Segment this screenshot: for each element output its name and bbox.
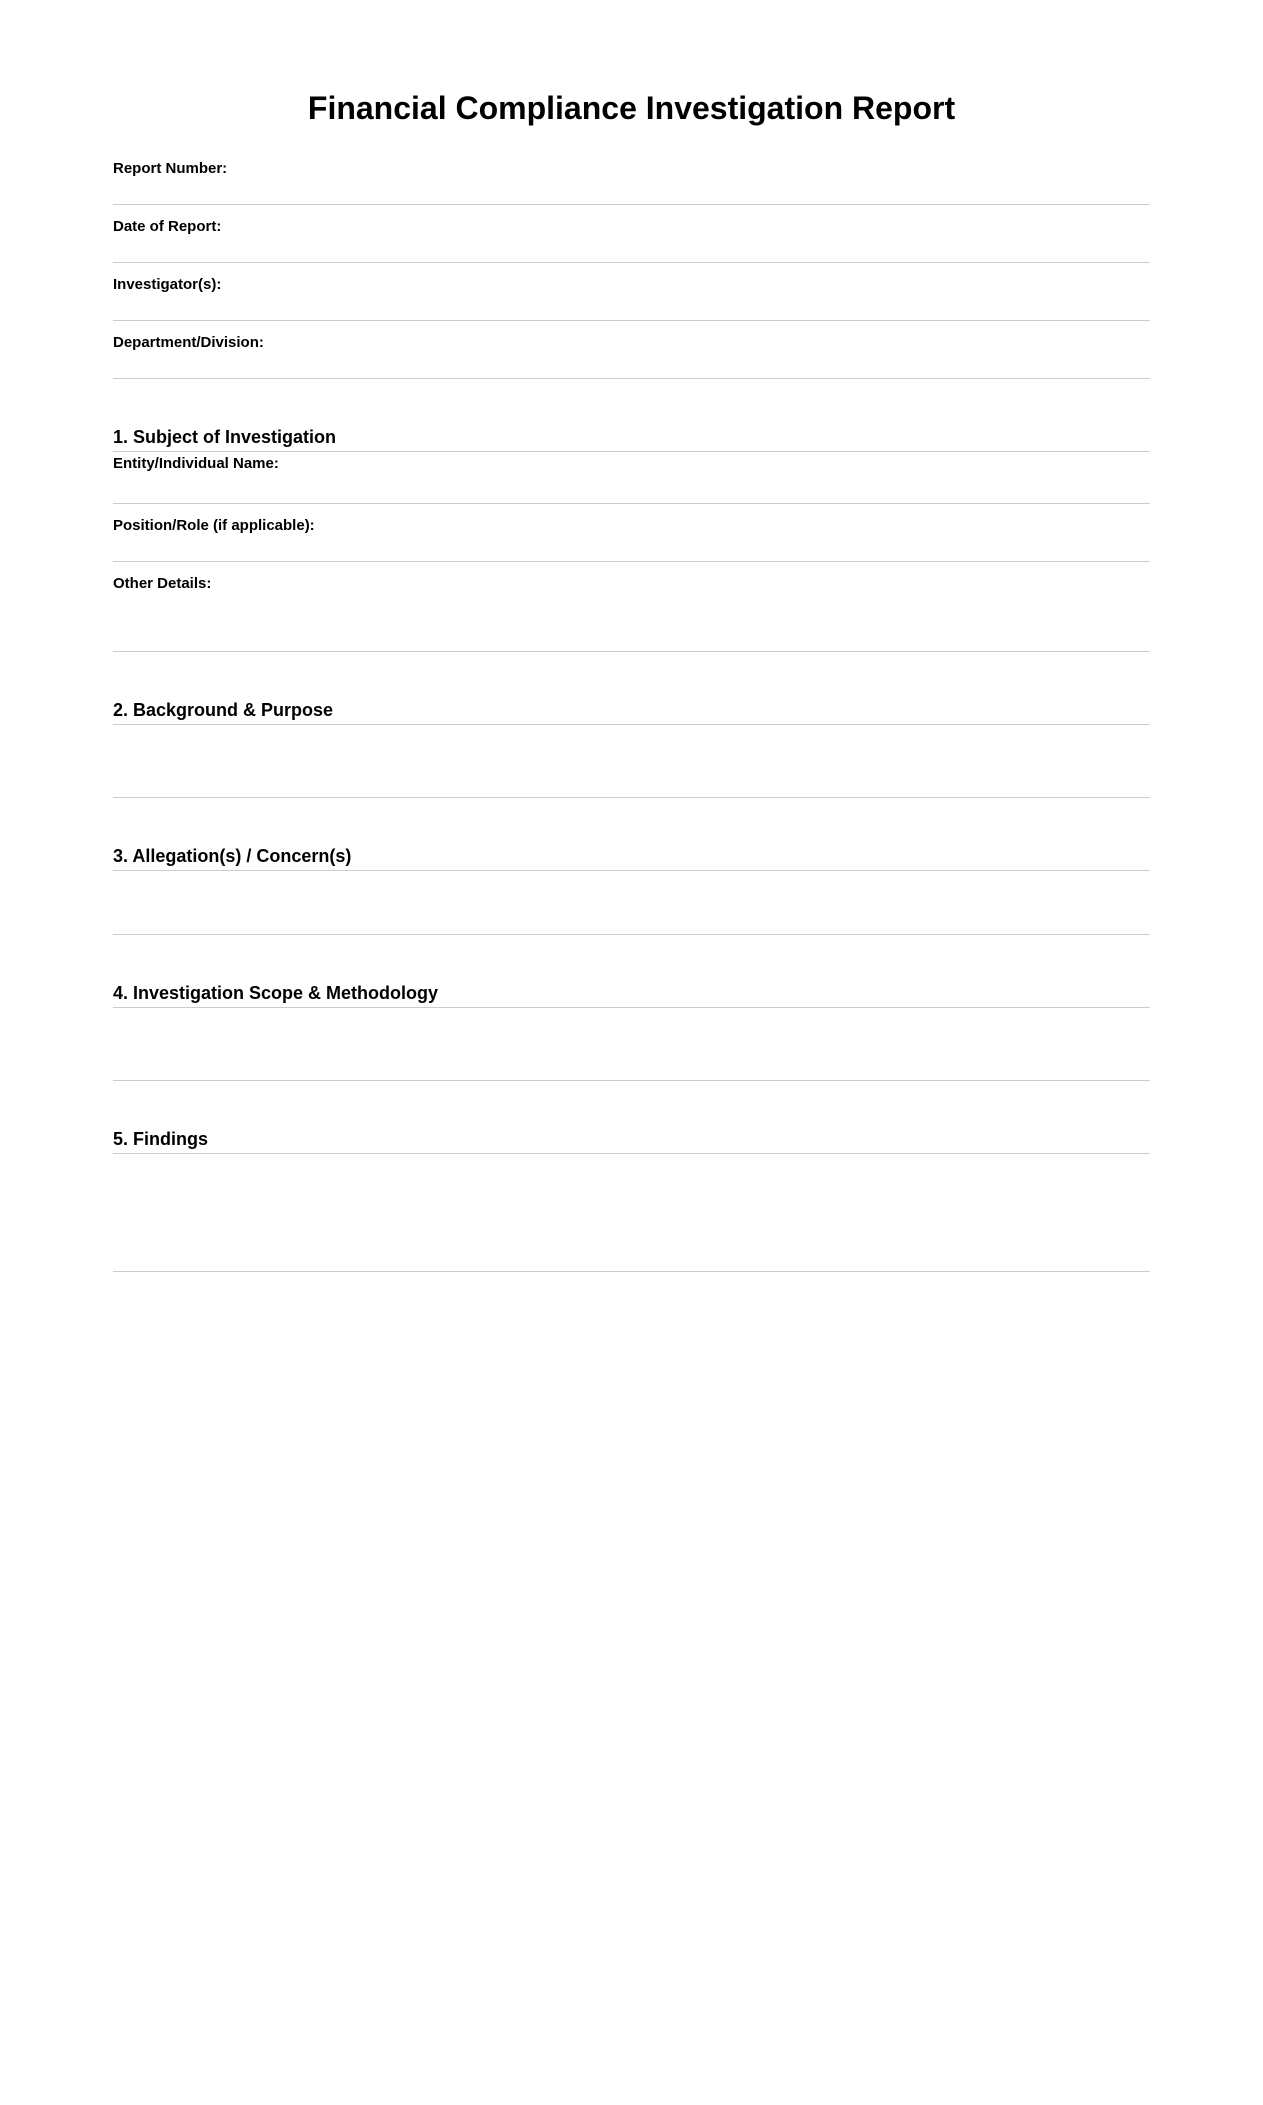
section-heading-allegations: 3. Allegation(s) / Concern(s): [113, 841, 1150, 871]
investigators-field[interactable]: [113, 276, 1150, 321]
position-role-field[interactable]: [113, 517, 1150, 562]
allegations-area[interactable]: [113, 871, 1150, 935]
entity-name-label: Entity/Individual Name:: [113, 455, 279, 472]
position-role-label: Position/Role (if applicable):: [113, 517, 315, 534]
date-of-report-label: Date of Report:: [113, 218, 222, 235]
background-purpose-area[interactable]: [113, 725, 1150, 798]
date-of-report-field[interactable]: [113, 218, 1150, 263]
other-details-label: Other Details:: [113, 575, 212, 592]
section-heading-subject: 1. Subject of Investigation: [113, 422, 1150, 452]
department-division-field[interactable]: [113, 334, 1150, 379]
investigators-label: Investigator(s):: [113, 276, 222, 293]
document-title: Financial Compliance Investigation Report: [307, 90, 956, 126]
section-heading-findings: 5. Findings: [113, 1124, 1150, 1154]
entity-name-field[interactable]: [113, 455, 1150, 504]
scope-methodology-area[interactable]: [113, 1008, 1150, 1081]
other-details-field[interactable]: [113, 575, 1150, 652]
report-number-label: Report Number:: [113, 160, 228, 177]
report-number-field[interactable]: [113, 160, 1150, 205]
findings-area[interactable]: [113, 1154, 1150, 1272]
department-division-label: Department/Division:: [113, 334, 264, 351]
section-heading-scope: 4. Investigation Scope & Methodology: [113, 978, 1150, 1008]
section-heading-background: 2. Background & Purpose: [113, 695, 1150, 725]
